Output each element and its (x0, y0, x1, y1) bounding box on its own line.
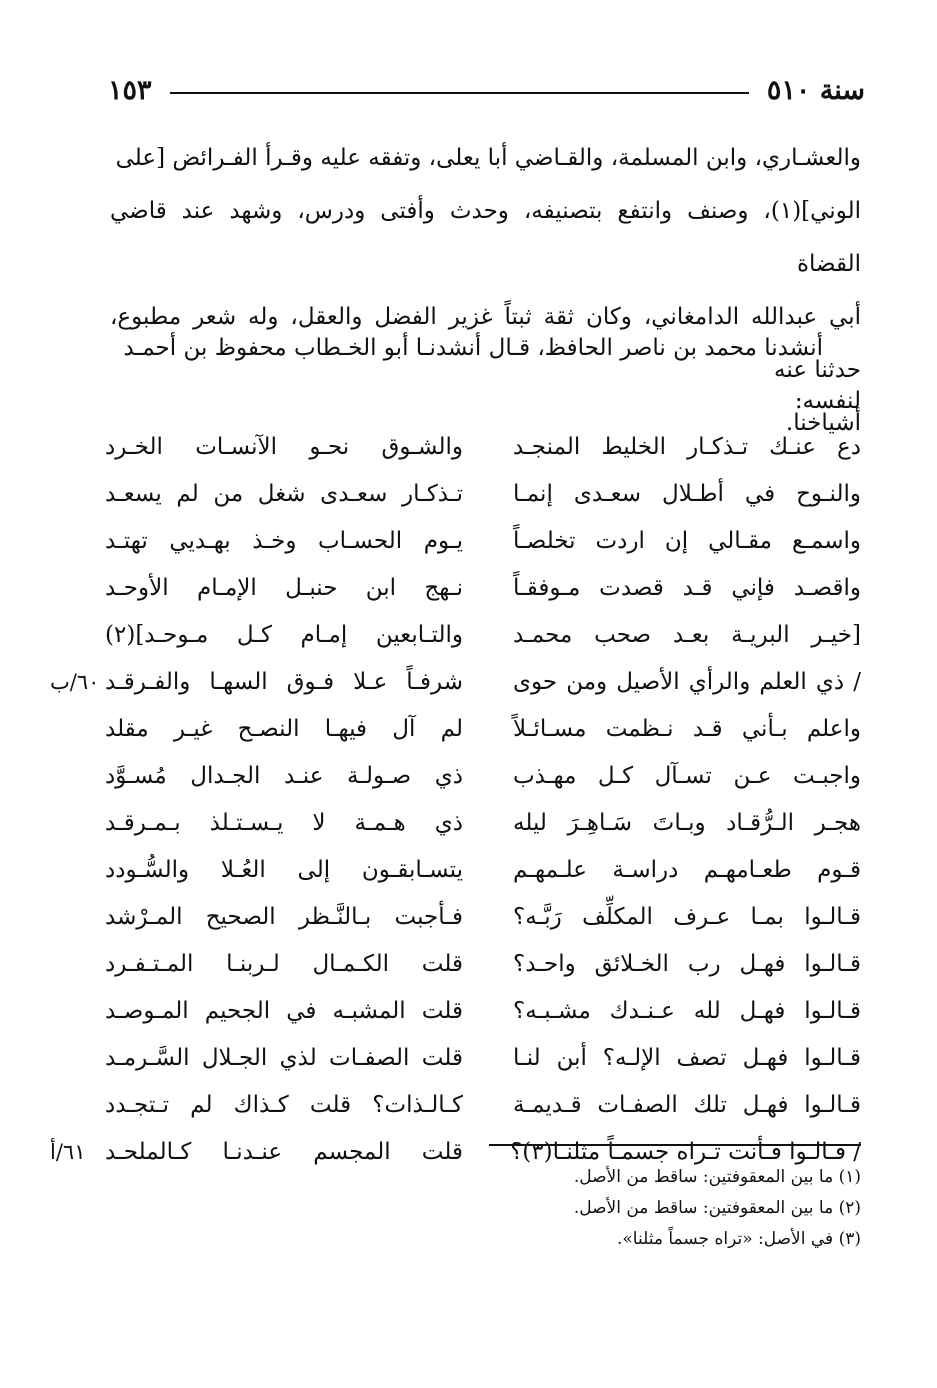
poem-verse (0, 1035, 937, 1082)
verse-first-hemistich: قـالـوا فهـل تصف الإلـه؟ أبن لنـا (513, 1045, 861, 1071)
poem-verse (0, 518, 937, 565)
verse-first-hemistich: واعلم بـأني قـد نـظمت مسـائـلاً (513, 716, 861, 742)
verse-second-hemistich: والشـوق نحـو الآنسـات الخـرد (105, 434, 463, 460)
running-header (108, 70, 865, 110)
page-number: ١٥٣ (108, 74, 152, 106)
verse-first-hemistich: / ذي العلم والرأي الأصيل ومن حوى (513, 669, 861, 695)
footnote-rule (489, 1144, 861, 1146)
verse-first-hemistich: / قـالـوا فـأنت تـراه جسمـاً مثلنـا(٣)؟ (510, 1139, 861, 1165)
verse-second-hemistich: قلت المشبـه في الجحيم المـوصـد (105, 998, 463, 1024)
poem-verse (0, 565, 937, 612)
verse-first-hemistich: قـالـوا فهـل تلك الصفـات قـديمـة (513, 1092, 861, 1118)
poem-verse (0, 800, 937, 847)
poem-verse (0, 659, 937, 706)
poem-verse (0, 847, 937, 894)
verse-first-hemistich: هجـر الـرُّقـاد وبـاتَ سَـاهِـرَ ليله (513, 810, 861, 836)
verse-first-hemistich: والنـوح في أطـلال سعـدى إنمـا (513, 481, 861, 507)
footnote: (٢) ما بين المعقوفتين: ساقط من الأصل. (573, 1198, 861, 1218)
verse-first-hemistich: واسمـع مقـالي إن اردت تخلصـاً (513, 528, 861, 554)
verse-first-hemistich: قـالـوا فهـل رب الخـلائق واحـد؟ (513, 951, 861, 977)
header-rule (170, 92, 749, 94)
poem-verse (0, 612, 937, 659)
paragraph-line: أبي عبدالله الدامغاني، وكان ثقة ثبتاً غزير الفضل والعقل، وله شعر مطبوع، حدثنا عنه (110, 304, 861, 383)
verse-first-hemistich: دع عنـك تـذكـار الخليط المنجـد (513, 434, 861, 460)
footnote: (٣) في الأصل: «تراه جسماً مثلنا». (617, 1229, 861, 1249)
verse-second-hemistich: ذي صـولـة عنـد الجـدال مُسـوَّد (105, 763, 463, 789)
poem-verse (0, 424, 937, 471)
verse-first-hemistich: قـالـوا بمـا عـرف المكلِّف رَبَّـه؟ (513, 904, 861, 930)
poem-verse (0, 706, 937, 753)
verse-second-hemistich: لم آل فيهـا النصـح غيـر مقلد (105, 716, 463, 742)
verse-second-hemistich: شرفـاً عـلا فـوق السهـا والفـرقـد (105, 669, 463, 695)
verse-second-hemistich: كـالـذات؟ قلت كـذاك لم تـتجـدد (105, 1092, 463, 1118)
poem-verse (0, 1082, 937, 1129)
footnotes (420, 1162, 861, 1255)
verse-second-hemistich: والتـابعين إمـام كـل مـوحـد](٢) (105, 622, 463, 648)
verse-second-hemistich: قلت الصفـات لذي الجـلال السَّـرمـد (105, 1045, 463, 1071)
paragraph-line: الوني](١)، وصنف وانتفع بتصنيفه، وحدث وأفتى ودرس، وشهد عند قاضي القضاة (110, 198, 861, 277)
poem (0, 424, 937, 1176)
verse-first-hemistich: واقصـد فإني قـد قصدت مـوفقـاً (513, 575, 861, 601)
header-year: سنة ٥١٠ (766, 74, 865, 106)
verse-first-hemistich: واجبـت عـن تسـآل كـل مهـذب (513, 763, 861, 789)
verse-second-hemistich: تـذكـار سعـدى شغل من لم يسعـد (105, 481, 463, 507)
verse-second-hemistich: قلت الكـمـال لـربنـا المـتـفـرد (105, 951, 463, 977)
verse-second-hemistich: يتسـابقـون إلى العُـلا والسُّـودد (105, 857, 463, 883)
verse-first-hemistich: قـالـوا فهـل لله عـنـدك مشـبـه؟ (513, 998, 861, 1024)
manuscript-folio-marker: ٦٠/ب (50, 670, 100, 694)
poem-introduction (110, 322, 861, 428)
paragraph-line: أشياخنا. (785, 410, 861, 436)
footnote: (١) ما بين المعقوفتين: ساقط من الأصل. (573, 1167, 861, 1187)
poem-verse (0, 471, 937, 518)
verse-second-hemistich: ذي هـمـة لا يـسـتـلذ بـمـرقـد (105, 810, 463, 836)
intro-line: لنفسه: (794, 388, 861, 414)
verse-second-hemistich: يـوم الحسـاب وخـذ بهـديي تهتـد (105, 528, 463, 554)
poem-verse (0, 753, 937, 800)
verse-second-hemistich: فـأجبت بـالنَّـظر الصحيح المـرْشد (105, 904, 463, 930)
verse-second-hemistich: نـهج ابن حنبـل الإمـام الأوحـد (105, 575, 463, 601)
manuscript-folio-marker: ٦١/أ (50, 1140, 86, 1164)
verse-second-hemistich: قلت المجسم عنـدنـا كـالملحـد (105, 1139, 463, 1165)
paragraph-line: والعشـاري، وابن المسلمة، والقـاضي أبا يعلى، وتفقه عليه وقـرأ الفـرائض [على (115, 145, 861, 171)
poem-verse (0, 988, 937, 1035)
poem-verse (0, 894, 937, 941)
verse-first-hemistich: قـوم طعـامهـم دراسـة علـمهـم (513, 857, 861, 883)
poem-verse (0, 941, 937, 988)
verse-first-hemistich: [خيـر البريـة بعـد صحب محمـد (513, 622, 861, 648)
intro-line: أنشدنا محمد بن ناصر الحافظ، قـال أنشدنـا أبو الخـطاب محفوظ بن أحمـد (123, 335, 823, 361)
